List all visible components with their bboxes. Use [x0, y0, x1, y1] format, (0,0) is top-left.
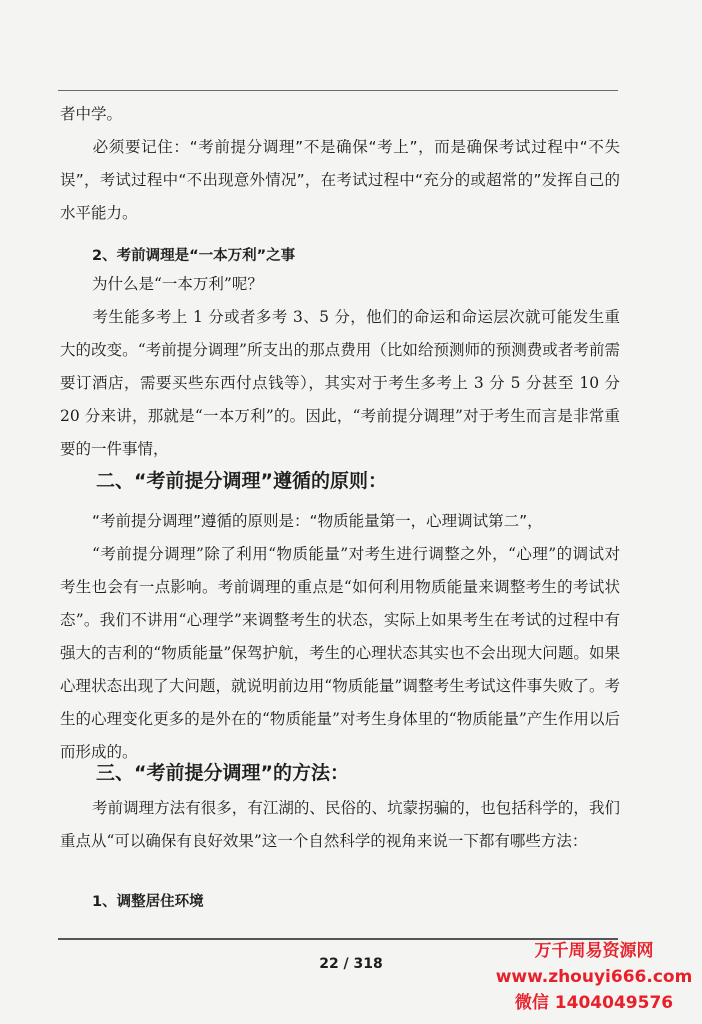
chapter2-heading: 二、“考前提分调理”遵循的原则： — [96, 470, 387, 492]
section2-heading: 2、考前调理是“一本万利”之事 — [92, 248, 296, 264]
page-number: 22 / 318 — [319, 956, 383, 972]
section2-text: 考生能多考上 1 分或者多考 3、5 分，他们的命运和命运层次就可能发生重大的改变。“考前提分调理”所支出的那点费用（比如给预测师的预测费或者考前需要订酒店，需要买些东西付点钱等），其实对于考生多考上 3 分 5 分甚至 10 分 20 分来讲，那就是“一本万利”的。因此，“考前提分调理”对于考生而言是非常重要的一件事情， — [60, 308, 620, 458]
reminder-text: 必须要记住：“考前提分调理”不是确保“考上”，而是确保考试过程中“不失误”，考试过程中“不出现意外情况”，在考试过程中“充分的或超常的”发挥自己的水平能力。 — [60, 138, 620, 222]
watermark-url: www.zhouyi666.com — [495, 967, 693, 987]
watermark-contact: 微信 1404049576 — [514, 993, 674, 1013]
chapter2-paragraph — [60, 538, 620, 769]
section2-question: 为什么是“一本万利”呢？ — [92, 275, 263, 293]
chapter3-text: 考前调理方法有很多，有江湖的、民俗的、坑蒙拐骗的，也包括科学的，我们重点从“可以确保有良好效果”这一个自然科学的视角来说一下都有哪些方法： — [60, 799, 620, 850]
chapter3-paragraph — [60, 792, 620, 858]
watermark-line1: 万千周易资源网 — [534, 941, 654, 961]
watermark — [494, 938, 694, 1016]
chapter3-item1: 1、调整居住环境 — [92, 894, 204, 910]
section2-paragraph — [60, 301, 620, 466]
chapter2-principle: “考前提分调理”遵循的原则是：“物质能量第一，心理调试第二”， — [92, 512, 543, 530]
chapter3-heading: 三、“考前提分调理”的方法： — [96, 762, 349, 784]
header-rule — [58, 90, 618, 91]
chapter2-text: “考前提分调理”除了利用“物质能量”对考生进行调整之外，“心理”的调试对考生也会有一点影响。考前调理的重点是“如何利用物质能量来调整考生的考试状态”。我们不讲用“心理学”来调整考生的状态，实际上如果考生在考试的过程中有强大的吉利的“物质能量”保驾护航，考生的心理状态其实也不会出现大问题。如果心理状态出现了大问题，就说明前边用“物质能量”调整考生考试这件事失败了。考生的心理变化更多的是外在的“物质能量”对考生身体里的“物质能量”产生作用以后而形成的。 — [60, 545, 620, 761]
reminder-paragraph — [60, 131, 620, 230]
intro-line: 者中学。 — [60, 105, 123, 123]
